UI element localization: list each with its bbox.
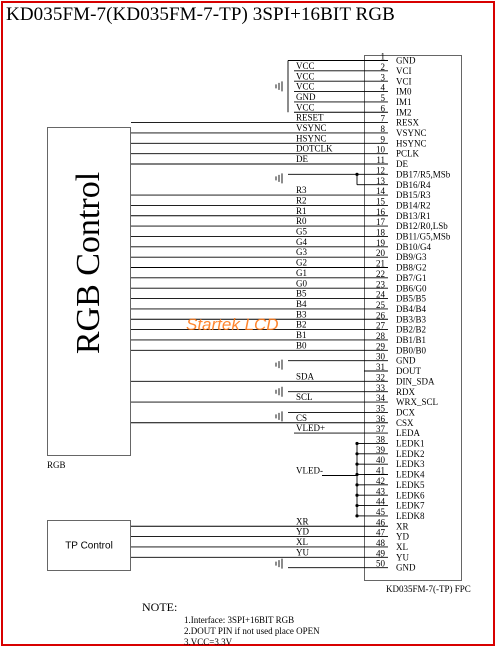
pin-1-number: 1 xyxy=(380,51,385,62)
pin-18-name: DB11/G5,MSb xyxy=(396,231,451,242)
pin-44-name: LEDK7 xyxy=(396,500,425,511)
pin-37-name: LEDA xyxy=(396,428,420,439)
pin-50-number: 50 xyxy=(376,558,385,569)
pin-6-number: 6 xyxy=(380,103,385,114)
rgb-control-label: RGB Control xyxy=(70,171,107,355)
pin-6-signal-label: VCC xyxy=(296,102,315,113)
pin-30-number: 30 xyxy=(376,351,385,362)
pin-31-number: 31 xyxy=(376,362,385,373)
pin-3-name: VCI xyxy=(396,76,412,87)
pin-38-name: LEDK1 xyxy=(396,438,425,449)
pin-5-number: 5 xyxy=(380,92,385,103)
pin-19-number: 19 xyxy=(376,237,385,248)
pin-36-name: CSX xyxy=(396,417,414,428)
pin-46-signal-label: XR xyxy=(296,516,309,527)
pin-37-number: 37 xyxy=(376,424,385,435)
pin-35-name: DCX xyxy=(396,407,416,418)
pin-18-number: 18 xyxy=(376,227,385,238)
pin-23-name: DB6/G0 xyxy=(396,283,427,294)
pin-36-number: 36 xyxy=(376,413,385,424)
pin-20-signal-label: G3 xyxy=(296,247,307,258)
pin-15-signal-label: R2 xyxy=(296,195,307,206)
pin-22-name: DB7/G1 xyxy=(396,272,427,283)
pin-4-signal-label: VCC xyxy=(296,81,315,92)
pin-8-number: 8 xyxy=(380,124,385,135)
pin-49-signal-label: YU xyxy=(296,547,309,558)
pin-13-number: 13 xyxy=(376,175,385,186)
pin-19-signal-label: G4 xyxy=(296,236,307,247)
pin-24-name: DB5/B5 xyxy=(396,293,427,304)
pin-25-name: DB4/B4 xyxy=(396,303,427,314)
pin-46-number: 46 xyxy=(376,517,385,528)
pin-29-name: DB0/B0 xyxy=(396,345,427,356)
pin-22-number: 22 xyxy=(376,268,385,279)
pin-32-name: DIN_SDA xyxy=(396,376,435,387)
pin-41-number: 41 xyxy=(376,465,385,476)
schematic-title: KD035FM-7(KD035FM-7-TP) 3SPI+16BIT RGB xyxy=(6,4,395,25)
pin-2-number: 2 xyxy=(380,61,385,72)
pin-27-number: 27 xyxy=(376,320,385,331)
pin-14-signal-label: R3 xyxy=(296,185,307,196)
pin-9-number: 9 xyxy=(380,134,385,145)
note-item-1: 1.Interface: 3SPI+16BIT RGB xyxy=(184,615,295,625)
pin-28-number: 28 xyxy=(376,331,385,342)
pin-23-number: 23 xyxy=(376,279,385,290)
pin-10-number: 10 xyxy=(376,144,385,155)
note-title: NOTE: xyxy=(142,600,178,614)
pin-43-name: LEDK6 xyxy=(396,490,425,501)
pin-24-number: 24 xyxy=(376,289,385,300)
pin-20-name: DB9/G3 xyxy=(396,252,427,263)
pin-8-name: VSYNC xyxy=(396,128,427,139)
vled-minus-label: VLED- xyxy=(296,465,323,476)
pin-28-name: DB1/B1 xyxy=(396,335,427,346)
rgb-caption: RGB xyxy=(47,460,66,470)
pin-11-signal-label: DE xyxy=(296,154,308,165)
pin-43-number: 43 xyxy=(376,486,385,497)
pin-5-signal-label: GND xyxy=(296,91,316,102)
fpc-caption: KD035FM-7(-TP) FPC xyxy=(386,584,471,594)
pin-7-number: 7 xyxy=(380,113,385,124)
pin-25-number: 25 xyxy=(376,299,385,310)
pin-20-number: 20 xyxy=(376,248,385,259)
pin-42-number: 42 xyxy=(376,475,385,486)
pin-49-name: YU xyxy=(396,552,409,563)
pin-2-signal-label: VCC xyxy=(296,60,315,71)
pin-9-signal-label: HSYNC xyxy=(296,133,327,144)
pin-22-signal-label: G1 xyxy=(296,267,307,278)
pin-15-name: DB14/R2 xyxy=(396,200,431,211)
pin-33-number: 33 xyxy=(376,382,385,393)
pin-10-name: PCLK xyxy=(396,148,420,159)
tp-control-label: TP Control xyxy=(65,540,113,552)
pin-47-signal-label: YD xyxy=(296,526,309,537)
pin-37-signal-label: VLED+ xyxy=(296,423,326,434)
pin-6-name: IM2 xyxy=(396,107,412,118)
pin-29-signal-label: B0 xyxy=(296,340,307,351)
pin-47-number: 47 xyxy=(376,527,385,538)
pin-18-signal-label: G5 xyxy=(296,226,307,237)
pin-21-number: 21 xyxy=(376,258,385,269)
pin-39-number: 39 xyxy=(376,444,385,455)
pin-50-name: GND xyxy=(396,562,416,573)
pin-25-signal-label: B4 xyxy=(296,298,307,309)
pin-12-name: DB17/R5,MSb xyxy=(396,169,451,180)
pin-11-name: DE xyxy=(396,159,408,170)
pin-40-number: 40 xyxy=(376,455,385,466)
pin-38-number: 38 xyxy=(376,434,385,445)
pin-21-signal-label: G2 xyxy=(296,257,307,268)
pin-2-name: VCI xyxy=(396,65,412,76)
pin-28-signal-label: B1 xyxy=(296,330,307,341)
pin-10-signal-label: DOTCLK xyxy=(296,143,333,154)
pin-26-name: DB3/B3 xyxy=(396,314,427,325)
pin-23-signal-label: G0 xyxy=(296,278,307,289)
pin-44-number: 44 xyxy=(376,496,385,507)
pin-48-name: XL xyxy=(396,542,408,553)
pin-32-signal-label: SDA xyxy=(296,371,315,382)
pin-16-name: DB13/R1 xyxy=(396,210,431,221)
pin-14-number: 14 xyxy=(376,186,385,197)
note-item-2: 2.DOUT PIN if not used place OPEN xyxy=(184,626,320,636)
pin-48-number: 48 xyxy=(376,538,385,549)
pin-31-name: DOUT xyxy=(396,366,421,377)
pin-45-name: LEDK8 xyxy=(396,510,425,521)
pin-17-signal-label: R0 xyxy=(296,216,307,227)
pin-34-signal-label: SCL xyxy=(296,392,313,403)
pin-16-number: 16 xyxy=(376,206,385,217)
pin-27-name: DB2/B2 xyxy=(396,324,427,335)
pin-29-number: 29 xyxy=(376,341,385,352)
pin-26-signal-label: B3 xyxy=(296,309,307,320)
pin-40-name: LEDK3 xyxy=(396,459,425,470)
pin-24-signal-label: B5 xyxy=(296,288,307,299)
pin-35-number: 35 xyxy=(376,403,385,414)
pin-34-number: 34 xyxy=(376,393,385,404)
pin-41-name: LEDK4 xyxy=(396,469,425,480)
pin-3-number: 3 xyxy=(380,72,385,83)
pin-46-name: XR xyxy=(396,521,409,532)
pin-21-name: DB8/G2 xyxy=(396,262,427,273)
pin-7-signal-label: RESET xyxy=(296,112,324,123)
pin-45-number: 45 xyxy=(376,506,385,517)
pin-17-number: 17 xyxy=(376,217,385,228)
pin-9-name: HSYNC xyxy=(396,138,427,149)
pin-16-signal-label: R1 xyxy=(296,205,307,216)
pin-17-name: DB12/R0,LSb xyxy=(396,221,448,232)
pin-3-signal-label: VCC xyxy=(296,71,315,82)
pin-34-name: WRX_SCL xyxy=(396,397,439,408)
pin-11-number: 11 xyxy=(376,155,385,166)
pin-39-name: LEDK2 xyxy=(396,448,425,459)
pin-4-name: IM0 xyxy=(396,86,412,97)
note-item-3: 3.VCC=3.3V xyxy=(184,637,233,647)
pin-13-name: DB16/R4 xyxy=(396,179,431,190)
pin-1-name: GND xyxy=(396,55,416,66)
pin-7-name: RESX xyxy=(396,117,420,128)
db-tie-junction xyxy=(355,173,358,176)
pin-14-name: DB15/R3 xyxy=(396,190,431,201)
watermark-logo: Startek LCD xyxy=(186,315,279,334)
pin-47-name: YD xyxy=(396,531,409,542)
pin-30-name: GND xyxy=(396,355,416,366)
pin-32-number: 32 xyxy=(376,372,385,383)
pin-33-name: RDX xyxy=(396,386,416,397)
pin-26-number: 26 xyxy=(376,310,385,321)
pin-36-signal-label: CS xyxy=(296,412,308,423)
pin-42-name: LEDK5 xyxy=(396,479,425,490)
pin-48-signal-label: XL xyxy=(296,537,308,548)
pin-27-signal-label: B2 xyxy=(296,319,307,330)
pin-5-name: IM1 xyxy=(396,96,412,107)
pin-49-number: 49 xyxy=(376,548,385,559)
pin-8-signal-label: VSYNC xyxy=(296,123,327,134)
pin-15-number: 15 xyxy=(376,196,385,207)
pin-19-name: DB10/G4 xyxy=(396,241,432,252)
pin-4-number: 4 xyxy=(380,82,385,93)
pin-12-number: 12 xyxy=(376,165,385,176)
